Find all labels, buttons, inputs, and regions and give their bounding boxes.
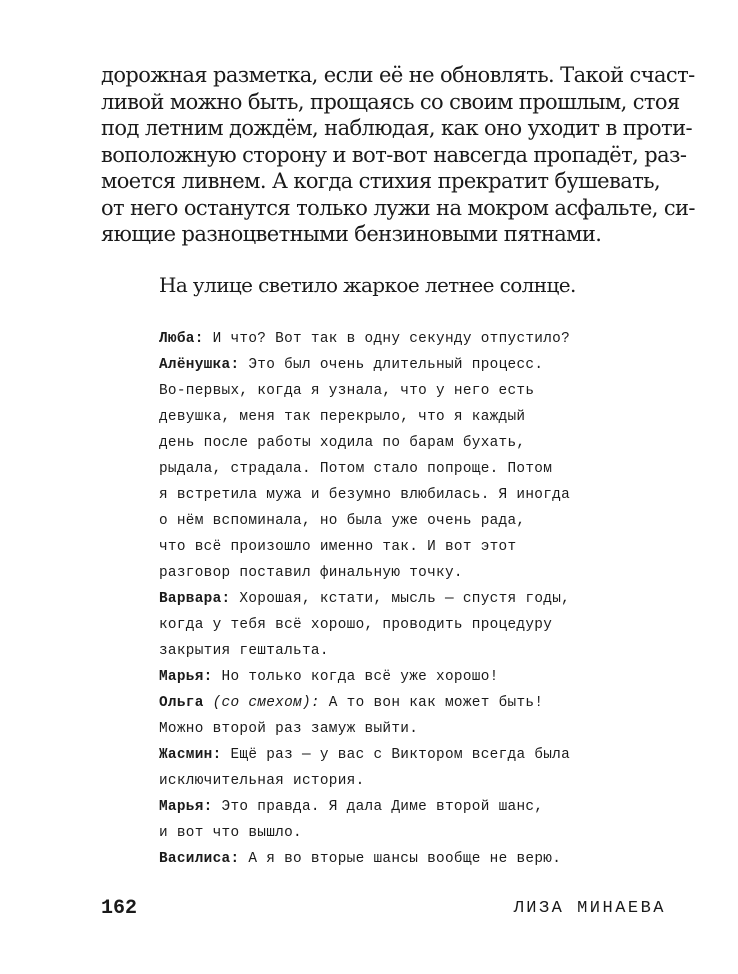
- dialogue-line: рыдала, страдала. Потом стало попроще. Потом: [159, 461, 553, 477]
- dialogue-script: [159, 326, 619, 872]
- speaker-name: Варвара:: [159, 591, 231, 607]
- dialogue-text: А я во вторые шансы вообще не верю.: [239, 851, 562, 867]
- dialogue-line: [159, 352, 619, 378]
- dialogue-line: и вот что вышло.: [159, 825, 302, 841]
- dialogue-text: Но только когда всё уже хорошо!: [212, 669, 499, 685]
- narrative-line: ливой можно быть, прощаясь со своим прошлым, стоя: [101, 89, 680, 114]
- dialogue-line: закрытия гештальта.: [159, 643, 329, 659]
- speaker-name: Марья:: [159, 799, 213, 815]
- dialogue-text: Хорошая, кстати, мысль — спустя годы,: [230, 591, 571, 607]
- narrative-paragraph: [101, 62, 695, 248]
- narrative-line: под летним дождём, наблюдая, как оно уходит в проти-: [101, 116, 692, 140]
- dialogue-text: А то вон как может быть!: [319, 695, 544, 711]
- dialogue-line: [159, 690, 619, 716]
- speaker-name: Ольга: [159, 695, 204, 711]
- speaker-name: Люба:: [159, 331, 204, 347]
- page-number: 162: [101, 897, 138, 920]
- dialogue-line: Во-первых, когда я узнала, что у него есть: [159, 383, 535, 399]
- dialogue-text: И что? Вот так в одну секунду отпустило?: [203, 331, 571, 347]
- narrative-line: моется ливнем. А когда стихия прекратит бушевать,: [101, 169, 661, 193]
- dialogue-text: Это правда. Я дала Диме второй шанс,: [212, 799, 544, 815]
- dialogue-line: [159, 664, 619, 690]
- dialogue-line: [159, 846, 619, 872]
- dialogue-line: [159, 326, 619, 352]
- narrative-line: яющие разноцветными бензиновыми пятнами.: [101, 222, 602, 246]
- narrative-line: воположную сторону и вот-вот навсегда пропадёт, раз-: [101, 142, 687, 167]
- dialogue-line: [159, 794, 619, 820]
- dialogue-line: разговор поставил финальную точку.: [159, 565, 463, 581]
- dialogue-line: я встретила мужа и безумно влюбилась. Я иногда: [159, 487, 571, 503]
- dialogue-line: [159, 586, 619, 612]
- dialogue-line: о нём вспоминала, но была уже очень рада,: [159, 513, 526, 529]
- speaker-name: Марья:: [159, 669, 213, 685]
- scene-heading: На улице светило жаркое летнее солнце.: [159, 273, 576, 297]
- speaker-name: Василиса:: [159, 851, 240, 867]
- stage-remark: (со смехом):: [203, 695, 320, 711]
- dialogue-line: Можно второй раз замуж выйти.: [159, 721, 419, 737]
- dialogue-line: исключительная история.: [159, 773, 365, 789]
- dialogue-line: девушка, меня так перекрыло, что я каждый: [159, 409, 526, 425]
- narrative-line: от него останутся только лужи на мокром асфальте, си-: [101, 195, 695, 220]
- dialogue-text: Ещё раз — у вас с Виктором всегда была: [221, 747, 571, 763]
- dialogue-line: день после работы ходила по барам бухать,: [159, 435, 526, 451]
- speaker-name: Жасмин:: [159, 747, 222, 763]
- dialogue-text: Это был очень длительный процесс.: [239, 357, 544, 373]
- dialogue-line: что всё произошло именно так. И вот этот: [159, 539, 517, 555]
- running-footer-author: ЛИЗА МИНАЕВА: [513, 899, 666, 918]
- dialogue-line: [159, 742, 619, 768]
- dialogue-line: когда у тебя всё хорошо, проводить процедуру: [159, 617, 553, 633]
- narrative-line: дорожная разметка, если её не обновлять. Такой счаст-: [101, 63, 695, 87]
- speaker-name: Алёнушка:: [159, 357, 240, 373]
